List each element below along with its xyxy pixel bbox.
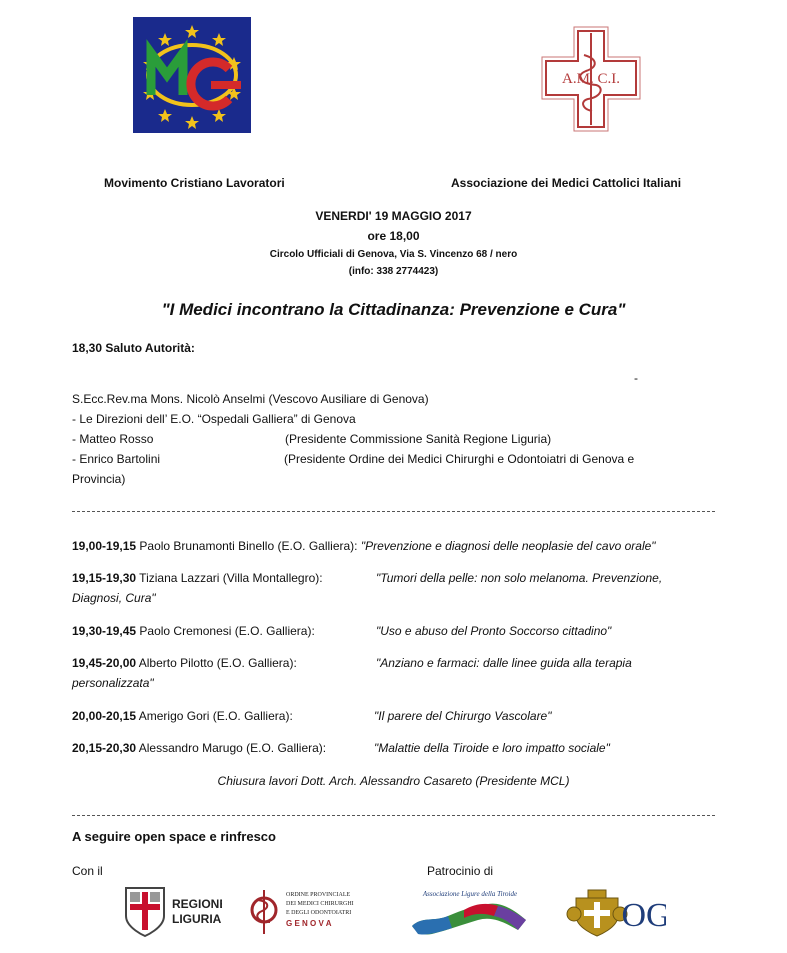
talk-title: "Uso e abuso del Pronto Soccorso cittadino" — [376, 624, 612, 638]
talk-row — [72, 741, 326, 755]
svg-text:Associazione Ligure della Tiro: Associazione Ligure della Tiroide — [422, 890, 518, 898]
greeting-person-role: (Presidente Commissione Sanità Regione Liguria) — [285, 432, 552, 446]
svg-text:REGIONE: REGIONE — [172, 897, 222, 911]
talk-time: 19,45-20,00 — [72, 656, 137, 670]
event-time: ore 18,00 — [367, 229, 420, 243]
talk-title-continuation: personalizzata" — [72, 676, 154, 690]
greeting-line: S.Ecc.Rev.ma Mons. Nicolò Anselmi (Vescovo Ausiliare di Genova) — [72, 392, 429, 406]
event-venue: Circolo Ufficiali di Genova, Via S. Vincenzo 68 / nero — [269, 249, 518, 260]
svg-text:OG: OG — [621, 897, 666, 934]
greetings-dash: - — [634, 371, 638, 385]
talk-title: "Il parere del Chirurgo Vascolare" — [374, 709, 552, 723]
event-title: "I Medici incontrano la Cittadinanza: Prevenzione e Cura" — [161, 300, 626, 319]
talk-time: 19,15-19,30 — [72, 571, 137, 585]
municipality-og-logo — [566, 886, 666, 938]
talk-time: 20,15-20,30 — [72, 741, 137, 755]
separator-line — [72, 815, 715, 816]
amci-logo — [530, 25, 652, 133]
right-organization: Associazione dei Medici Cattolici Italiani — [451, 176, 682, 190]
talk-speaker: Alessandro Marugo (E.O. Galliera): — [136, 741, 327, 755]
patronage-label: Patrocinio di — [427, 864, 494, 878]
svg-text:LIGURIA: LIGURIA — [172, 912, 222, 926]
ordine-medici-logo — [250, 886, 364, 938]
talk-title: "Tumori della pelle: non solo melanoma. Prevenzione, — [376, 571, 663, 585]
talk-title-continuation: Diagnosi, Cura" — [72, 591, 156, 605]
talk-row — [72, 624, 315, 638]
talk-speaker: Alberto Pilotto (E.O. Galliera): — [136, 656, 297, 670]
closing-remarks: Chiusura lavori Dott. Arch. Alessandro Casareto (Presidente MCL) — [217, 774, 570, 788]
talk-time: 19,00-19,15 — [72, 539, 137, 553]
event-info: (info: 338 2774423) — [348, 266, 439, 277]
greeting-line: - Le Direzioni dell’ E.O. “Ospedali Galliera” di Genova — [72, 412, 356, 426]
with-label: Con il — [72, 864, 103, 878]
after-event-note: A seguire open space e rinfresco — [72, 829, 276, 844]
greeting-person-name: - Matteo Rosso — [72, 432, 154, 446]
svg-text:ORDINE PROVINCIALE: ORDINE PROVINCIALE — [286, 892, 351, 898]
regione-liguria-logo — [122, 886, 222, 938]
talk-time: 20,00-20,15 — [72, 709, 137, 723]
talk-speaker: Amerigo Gori (E.O. Galliera): — [136, 709, 293, 723]
talk-title: "Anziano e farmaci: dalle linee guida alla terapia — [376, 656, 632, 670]
talk-title: "Malattie della Tiroide e loro impatto sociale" — [374, 741, 610, 755]
talk-row — [72, 709, 293, 723]
svg-text:A.M. C.I.: A.M. C.I. — [562, 71, 620, 87]
talk-row — [72, 656, 297, 670]
talk-time: 19,30-19,45 — [72, 624, 137, 638]
talk-speaker: Paolo Cremonesi (E.O. Galliera): — [136, 624, 315, 638]
svg-text:DEI MEDICI CHIRURGHI: DEI MEDICI CHIRURGHI — [286, 901, 354, 907]
left-organization: Movimento Cristiano Lavoratori — [104, 176, 285, 190]
talk-speaker: Paolo Brunamonti Binello (E.O. Galliera): — [136, 539, 358, 553]
tiroide-association-logo — [408, 886, 532, 938]
talk-speaker: Tiziana Lazzari (Villa Montallegro): — [136, 571, 323, 585]
svg-text:G E N O V A: G E N O V A — [286, 919, 332, 928]
talk-title: "Prevenzione e diagnosi delle neoplasie del cavo orale" — [360, 539, 656, 553]
greeting-person-name: - Enrico Bartolini — [72, 452, 161, 466]
greeting-continuation: Provincia) — [72, 472, 126, 486]
greetings-heading: 18,30 Saluto Autorità: — [72, 341, 195, 355]
mcl-logo — [133, 17, 251, 133]
greeting-person-role: (Presidente Ordine dei Medici Chirurghi e Odontoiatri di Genova e — [284, 452, 635, 466]
event-date: VENERDI' 19 MAGGIO 2017 — [315, 209, 472, 223]
talk-row — [72, 571, 323, 585]
separator-line — [72, 511, 715, 512]
svg-text:E DEGLI ODONTOIATRI: E DEGLI ODONTOIATRI — [286, 910, 352, 916]
coat-of-arms-icon — [567, 890, 627, 936]
talk-row — [72, 539, 656, 553]
